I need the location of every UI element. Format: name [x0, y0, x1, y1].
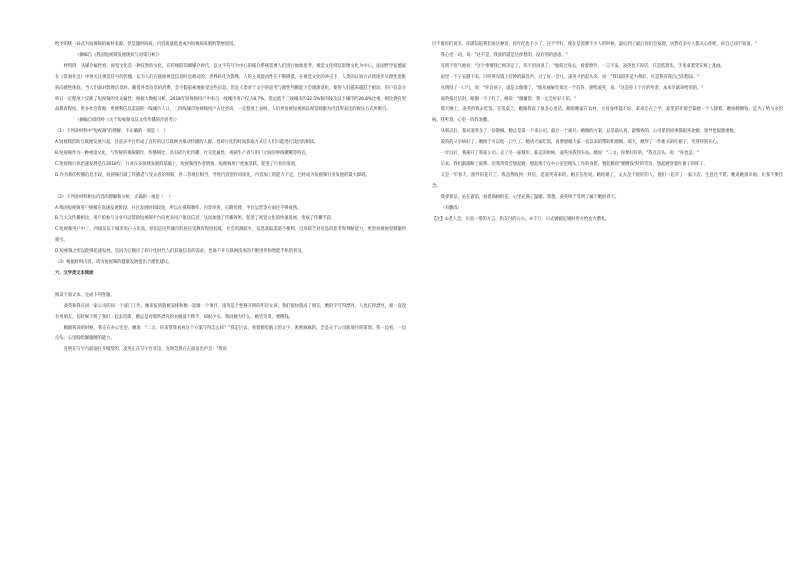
- reading-text: [55, 291, 406, 356]
- paragraph: 过不准你们说笑，你就知道我们说这种话。你年纪也不小了，还不学好，现在是需要不少人的时候，最后到了最后你们会发现，居然有多少人都关心你呢，你自己却不知道。": [432, 42, 757, 47]
- paragraph: 我心里一动，说："这不是，我真的就是这样想的，没有别的意思。": [440, 52, 568, 58]
- citation: （摘编自周同岭《关于短视频及其文化传播的冷思考》）: [75, 118, 180, 124]
- option: A.短视频借助互联网发展兴起，目前多平台形成了良好的以互联网为推动传播的人群，但碎片化的时间获取方式让人们只能进行浅层的阅读。: [55, 140, 319, 146]
- question: （2）下列对材料相关内容的理解和分析，正确的一项是（ ）: [55, 194, 173, 200]
- option: B.短视频作为一种视觉文化，与传统的视频制作、传播相比，具有碎片化传播、社交化属性、视频生产者与用户之间的界线模糊等特点。: [55, 151, 310, 157]
- paragraph: 从那以后，我对凌英多了一份敬佩。她总是第一个来公司，最后一个离开。她做的方案，总是最认真、最细致的。公司里的同事都很喜欢她，领导也很器重她。: [440, 129, 738, 135]
- left-bottom-paragraphs: [55, 193, 406, 269]
- paragraph: 屋里一下子安静下来，只听得见墙上挂钟的滴答声。过了好一会儿，凌英才抬起头来，说："我知道你是为我好，可是我有我自己的想法。": [440, 74, 700, 80]
- instruction: 阅读下面文本，完成下列各题。: [55, 292, 115, 298]
- left-top-paragraphs: [55, 40, 406, 182]
- option: D.作为新的传播信息手段，短视频打破了传播者与受众者的界限，各二者地位相当，导致内容创作同质化，内容加工的能力不足，已经成为短视频行业发展的最大障碍。: [55, 172, 370, 178]
- paragraph: 给予的统一局式为短视频的素材来源。但是题材同质、内容质量低也成为短视频发展的掣肘原因。: [55, 42, 238, 47]
- paragraph: 后来，我们渐渐断了联系。但我常常会想起她，想起那个在办公室里埋头工作的身影，想起她说"要攒钱"时的笑容，想起她穿着红裙子的样子。: [440, 161, 708, 167]
- right-column: [432, 40, 783, 225]
- section-title: 六、文学类文本阅读: [55, 271, 94, 277]
- paragraph: 克明叹了一口气，说："你这孩子，就是太倔强了。"他从抽屉里拿出一个信封，递给凌英，说："这是你上个月的奖金，本来早就该给你的。": [440, 85, 704, 91]
- citation: （摘编自《我国短视频发展现状与对策分析》）: [75, 52, 163, 58]
- source-note: （有删改）: [440, 205, 462, 211]
- question: （1）下列对材料中"短视频"的理解，不正确的一项是（ ）: [55, 129, 168, 135]
- option: C.短视频用户中三、四线及以下城市用户占比高，原因是这些城市的居民受教育程度较低，社会资源较少，信息获取渠道不便利，自身缺乏对信息的思考和判断能力，更容易被视觉刺激所吸引。: [55, 227, 406, 244]
- paragraph: 克明在写字台前面打开模型的，凌英正在写字台旁边。克明忽然在正面发出声音："我说: [63, 347, 227, 353]
- paragraph: 凌英接过信封，眼圈一下子红了。她说："谢谢您，我一定会好好干的。": [440, 96, 577, 102]
- left-column: [55, 40, 406, 356]
- paragraph: 一年以后，我离开了那家公司，去了另一座城市。临走的时候，凌英送我到车站。她说："二文，你要好好的。"我点点头，说："你也是。": [440, 151, 699, 157]
- paragraph: 凌英的父亲病好了，她终于可以松一口气了。她请大家吃饭，说要感谢大家一直以来的帮助和照顾。那天，她穿了一件新买的红裙子，笑得特别开心。: [440, 140, 721, 146]
- option: A.我国短视频用户规模在高速发展阶段，并且发展时间较短，所以在视频制作、内容审查、后期处理、平台运营等方面还不够成熟。: [55, 205, 302, 211]
- paragraph: 克明不客气地说："这个事情我已经决定了，你不用再说了。"他转过身去，看着窗外，一言不发。凌英也不说话，只是低着头，手里拿着笔在纸上乱画。: [440, 63, 725, 69]
- option: B.与大众传播相比，用户的参与分享可以帮助短视频平台向更多用户推送信息，从而加强了传播效果，促进了视觉文化的快速发展，变成了传播手段。: [55, 216, 336, 222]
- paragraph: 她跟我说的时候，我正在办公室里，她说："二文，你来帮我看看这个方案写得怎么样？"我走过去，看着她电脑上的文字，密密麻麻的，全是关于公司新项目的策划。我一边看，一边点头，心里暗暗佩服她的能力。: [55, 325, 406, 342]
- paragraph: 又是一年春天，窗外的花开了。我忽然收到一封信，是凌英寄来的。她在信里说，她结婚了，丈夫是个很好的人，他们一起开了一家小店，生意还不错。她说她很幸福，让我不要挂念。: [432, 172, 783, 189]
- footnote: 【注】①老人会，川省一带的方言，指支付的公公。②千万：日式婚姻定婚时男方给女方聘礼。: [432, 216, 610, 222]
- paragraph: 材料四：从媒介属性看，视觉文化是一种反智的文化，在传统的印刷媒介时代，以文字符号为中心的媒介系统需要人们进行抽象思考，视觉文化则以影像文化为中心。法国哲学家德波在《景观社会》中曾关注视觉符号的传播，认为人们在接收视觉信息时是被动的。世界转化为影像，人的主观能动性在不断降低。在视觉文化的冲击下，人类的认知方式将逐步从理性思维转向感性体验。当人们面对影像信息时，随着各类信息的消费，会不假思索地接受这些信息。但是人类对于文字的思考与理性判断能力会逐渐退化，使得人们越来越趋于被动。用户信息分析日一定程度上反映了短视频的受众属性，根据大数据分析，2018年短视频用户中来自一线城市用户仅占8.7%，选远低于三线城市的32.5%和四线及以下城市的26.8%比重。相比拥有更高教育程度、更多社会资源、更便利信息渠道的一线城市人口，三四线城市短视频用户占比更高，一定程度上表明，人们更易被短视频以视觉刺激为内容所表达的娱乐方式所吸引。: [55, 63, 406, 113]
- paragraph: 凌英和我在同一家公司的同一个部门工作，刚来报到就被安排和她一起做一个项目。凌英是个性格开朗的年轻女孩，我们很快就成了朋友。她的字写得漂亮，人也长得漂亮，却一直没有男朋友。有时候下班了我们一起去逛街，她总是对那些漂亮的衣服爱不释手，却很少买。我问她为什么，她笑笑说，要攒钱。: [55, 303, 406, 320]
- question: （3）根据材料内容，请为短视频的健康发展提出合理化建议。: [55, 260, 173, 266]
- option: C.短视频行业迅速发展是在2018年，行业在多领域发展的基础上，短视频创作者增加，短视频用户更加活跃，促进了行业的发展。: [55, 161, 300, 167]
- option: D.短视频之所以能够迅速发展，是因为它顺应了碎片化时代人们获取信息的需求，也离不开互联网技术的不断进步和智能手机的普及。: [55, 249, 306, 255]
- paragraph: 那天晚上，凌英约我去吃饭。在饭桌上，她跟我说了很多心里话。她说她家在农村，父母身体都不好，弟弟还在上学，家里的开销全靠她一个人撑着。她说她攒钱，是为了给父亲治病。我听着，心里一阵阵发酸。: [432, 107, 783, 124]
- paragraph: 我拿着信，站在窗前，看着满树的花，心里充满了温暖。我想，凌英终于等到了属于她的春天。: [440, 194, 619, 200]
